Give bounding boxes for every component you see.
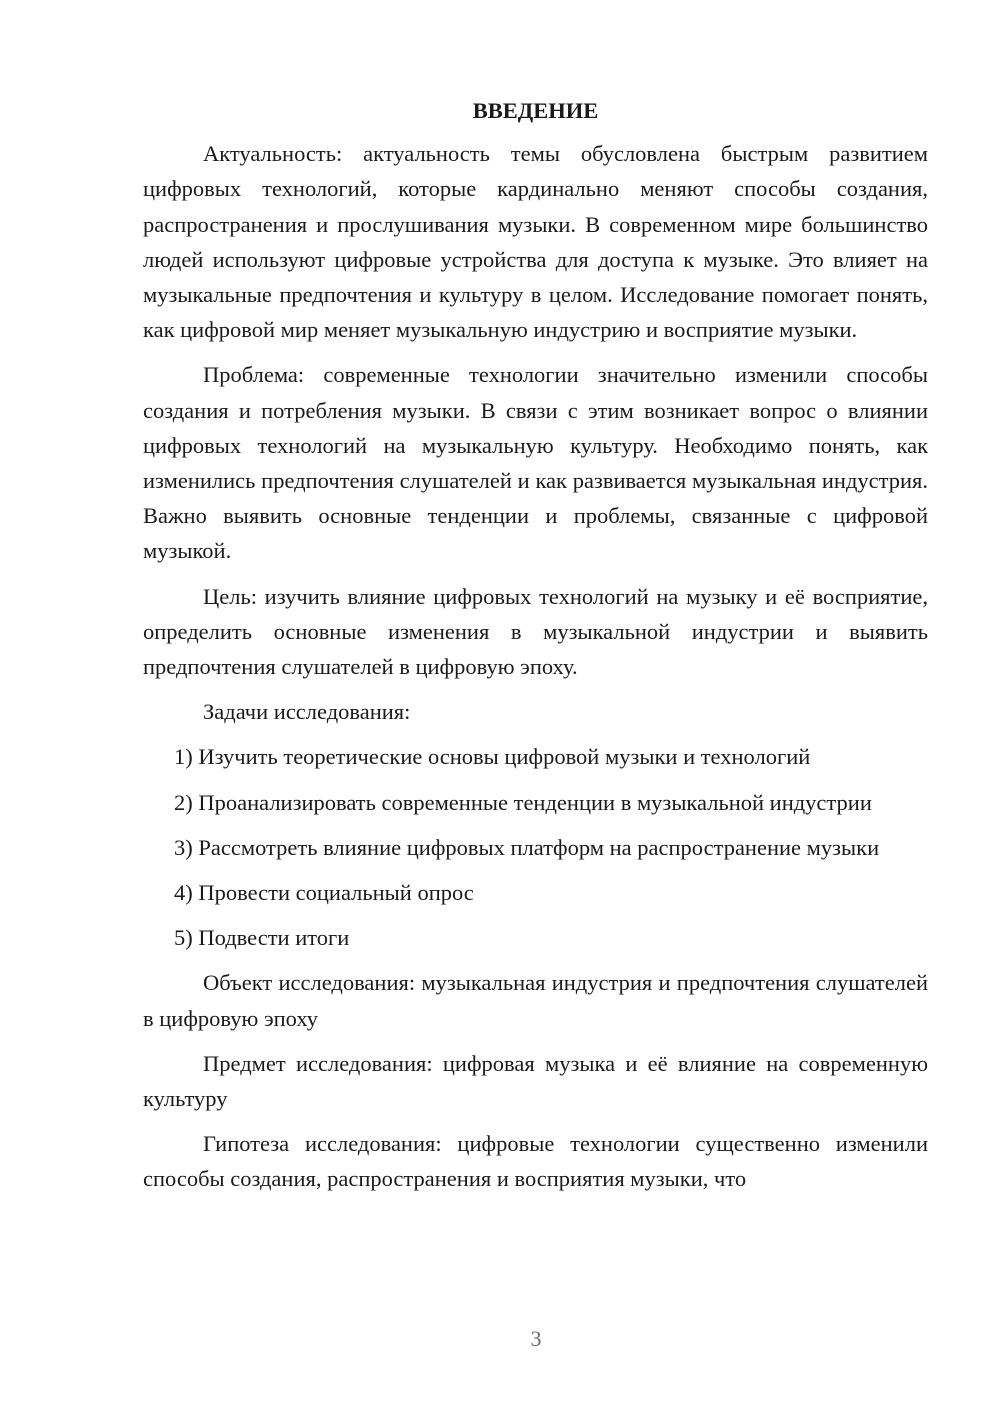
document-page (143, 93, 928, 1207)
paragraph-tasks-heading: Задачи исследования: (203, 699, 411, 725)
task-item-4: 4) Провести социальный опрос (174, 880, 474, 906)
page-number: 3 (530, 1326, 542, 1351)
paragraph-problem: Проблема: современные технологии значительно изменили способы создания и потребления музыки. В связи с этим возникает вопрос о влиянии цифровых технологий на музыкальную культуру. Необходимо понять, как изменились предпочтения слушателей и как развивается музыкальная индустрия. Важно выявить основные тенденции и проблемы, связанные с цифровой музыкой. (143, 362, 928, 564)
task-item-3: 3) Рассмотреть влияние цифровых платформ на распространение музыки (174, 834, 880, 860)
task-item-2: 2) Проанализировать современные тенденции в музыкальной индустрии (174, 789, 872, 815)
task-item-5: 5) Подвести итоги (174, 925, 350, 951)
document-title: ВВЕДЕНИЕ (472, 98, 599, 123)
paragraph-subject: Предмет исследования: цифровая музыка и её влияние на современную культуру (143, 1050, 928, 1112)
paragraph-relevance: Актуальность: актуальность темы обусловлена быстрым развитием цифровых технологий, которые кардинально меняют способы создания, распространения и прослушивания музыки. В современном мире большинство людей используют цифровые устройства для доступа к музыке. Это влияет на музыкальные предпочтения и культуру в целом. Исследование помогает понять, как цифровой мир меняет музыкальную индустрию и восприятие музыки. (143, 141, 928, 343)
task-item-1: 1) Изучить теоретические основы цифровой музыки и технологий (174, 744, 811, 770)
paragraph-goal: Цель: изучить влияние цифровых технологий на музыку и её восприятие, определить основные изменения в музыкальной индустрии и выявить предпочтения слушателей в цифровую эпоху. (143, 583, 928, 680)
paragraph-hypothesis: Гипотеза исследования: цифровые технологии существенно изменили способы создания, распространения и восприятия музыки, что (143, 1131, 928, 1192)
paragraph-object: Объект исследования: музыкальная индустрия и предпочтения слушателей в цифровую эпоху (143, 970, 928, 1031)
